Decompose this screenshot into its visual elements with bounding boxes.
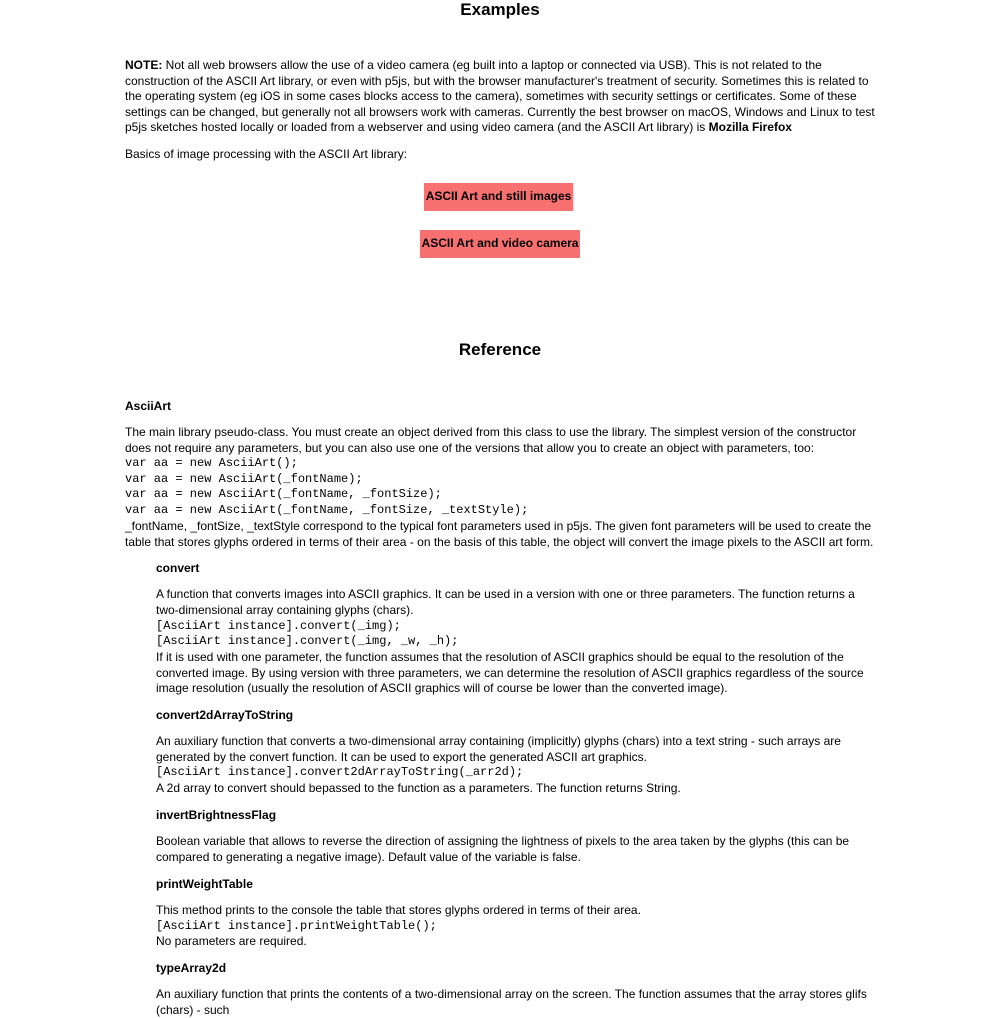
- invertbrightnessflag-desc: Boolean variable that allows to reverse the direction of assigning the lightness of pixels to the area taken by the glyphs (this can be compared to generating a negative image). Default value of the variable is false.: [156, 834, 850, 864]
- ctor-code-2: var aa = new AsciiArt(_fontName);: [125, 472, 363, 486]
- typearray2d-name: typeArray2d: [156, 961, 227, 975]
- ctor-code-1: var aa = new AsciiArt();: [125, 456, 298, 470]
- printweighttable-desc: This method prints to the console the table that stores glyphs ordered in terms of their area.: [156, 903, 641, 917]
- invertbrightnessflag-name: invertBrightnessFlag: [156, 808, 277, 822]
- ctor-code-3: var aa = new AsciiArt(_fontName, _fontSize);: [125, 487, 442, 501]
- printweighttable-code: [AsciiArt instance].printWeightTable();: [156, 919, 437, 933]
- note-browser: Mozilla Firefox: [708, 120, 792, 135]
- printweighttable-after: No parameters are required.: [156, 934, 307, 948]
- note-text: Not all web browsers allow the use of a video camera (eg built into a laptop or connected via USB). This is not related to the construction of the ASCII Art library, or even with p5js, but with the browser manufacturer's treatment of security. Sometimes this is related to the operating system (eg iOS in some cases blocks access to the camera), sometimes with security settings or certificates. Some of these settings can be changed, but generally not all browsers work with cameras. Currently the best browser on macOS, Windows and Linux to test p5js sketches hosted locally or loaded from a webserver and using video camera (and the ASCII Art library) is: [125, 58, 875, 135]
- convert-code-2: [AsciiArt instance].convert(_img, _w, _h);: [156, 634, 459, 648]
- convert-code-1: [AsciiArt instance].convert(_img);: [156, 619, 401, 633]
- convert2darraytostring-code: [AsciiArt instance].convert2dArrayToString(_arr2d);: [156, 765, 524, 779]
- convert2darraytostring-name: convert2dArrayToString: [156, 708, 294, 722]
- reference-heading: Reference: [458, 340, 542, 359]
- examples-heading: Examples: [460, 0, 540, 19]
- asciiart-class-desc: The main library pseudo-class. You must create an object derived from this class to use the library. The simplest version of the constructor does not require any parameters, but you can also use one of the versions that allow you to create an object with parameters, too:: [125, 425, 857, 455]
- convert2darraytostring-desc: An auxiliary function that converts a two-dimensional array containing (implicitly) glyphs (chars) into a text string - such arrays are generated by the convert function. It can be used to export the generated ASCII art graphics.: [156, 734, 841, 764]
- note-label: NOTE:: [125, 58, 163, 72]
- ctor-code-4: var aa = new AsciiArt(_fontName, _fontSize, _textStyle);: [125, 503, 529, 517]
- ascii-video-camera-button[interactable]: ASCII Art and video camera: [420, 230, 580, 258]
- convert-after: If it is used with one parameter, the function assumes that the resolution of ASCII graphics should be equal to the resolution of the converted image. By using version with three parameters, we can determine the resolution of ASCII graphics regardless of the source image resolution (usually the resolution of ASCII graphics will of course be lower than the converted image).: [156, 650, 864, 696]
- note-paragraph: [125, 58, 877, 136]
- ascii-still-images-button[interactable]: ASCII Art and still images: [424, 183, 573, 211]
- basics-text: Basics of image processing with the ASCII Art library:: [125, 147, 408, 161]
- convert-desc: A function that converts images into ASCII graphics. It can be used in a version with one or three parameters. The function returns a two-dimensional array containing glyphs (chars).: [156, 587, 855, 617]
- convert-name: convert: [156, 561, 200, 575]
- convert2darraytostring-after: A 2d array to convert should bepassed to the function as a parameters. The function returns String.: [156, 781, 681, 795]
- asciiart-class-name: AsciiArt: [125, 399, 172, 413]
- asciiart-class-after: _fontName, _fontSize, _textStyle correspond to the typical font parameters used in p5js. The given font parameters will be used to create the table that stores glyphs ordered in terms of their area - on the basis of this table, the object will convert the image pixels to the ASCII art form.: [125, 519, 874, 549]
- printweighttable-name: printWeightTable: [156, 877, 253, 891]
- typearray2d-desc: An auxiliary function that prints the contents of a two-dimensional array on the screen. The function assumes that the array stores glifs (chars) - such: [156, 987, 867, 1017]
